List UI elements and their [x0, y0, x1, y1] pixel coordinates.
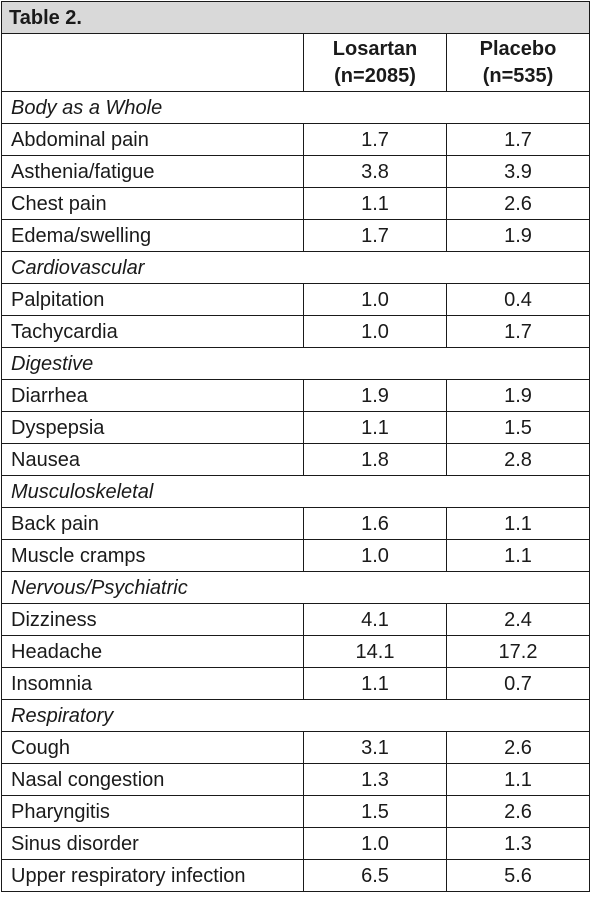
row-label: Sinus disorder [2, 828, 304, 860]
category-label: Musculoskeletal [2, 476, 590, 508]
category-label: Nervous/Psychiatric [2, 572, 590, 604]
placebo-value: 1.9 [447, 380, 590, 412]
table-row [2, 412, 590, 444]
placebo-value: 1.7 [447, 124, 590, 156]
row-label: Headache [2, 636, 304, 668]
placebo-value: 1.1 [447, 540, 590, 572]
losartan-value: 3.1 [304, 732, 447, 764]
table-row [2, 220, 590, 252]
table-row [2, 668, 590, 700]
table-body [2, 92, 590, 892]
row-label: Palpitation [2, 284, 304, 316]
placebo-value: 0.7 [447, 668, 590, 700]
row-label: Asthenia/fatigue [2, 156, 304, 188]
losartan-value: 1.0 [304, 316, 447, 348]
row-label: Nausea [2, 444, 304, 476]
row-label: Abdominal pain [2, 124, 304, 156]
category-row [2, 700, 590, 732]
table-row [2, 156, 590, 188]
category-row [2, 476, 590, 508]
table-title: Table 2. [2, 2, 590, 34]
row-label: Edema/swelling [2, 220, 304, 252]
losartan-value: 1.8 [304, 444, 447, 476]
losartan-value: 1.5 [304, 796, 447, 828]
category-row [2, 348, 590, 380]
category-row [2, 252, 590, 284]
empty-header-cell [2, 34, 304, 92]
losartan-value: 3.8 [304, 156, 447, 188]
losartan-value: 1.1 [304, 668, 447, 700]
placebo-value: 1.1 [447, 508, 590, 540]
placebo-value: 1.7 [447, 316, 590, 348]
table-row [2, 124, 590, 156]
placebo-value: 1.1 [447, 764, 590, 796]
table-row [2, 188, 590, 220]
row-label: Nasal congestion [2, 764, 304, 796]
losartan-value: 1.3 [304, 764, 447, 796]
row-label: Chest pain [2, 188, 304, 220]
losartan-value: 14.1 [304, 636, 447, 668]
losartan-value: 1.7 [304, 124, 447, 156]
category-label: Body as a Whole [2, 92, 590, 124]
header-losartan-name: Losartan [332, 37, 418, 60]
header-placebo-name: Placebo [479, 37, 557, 60]
table-row [2, 828, 590, 860]
table-row [2, 444, 590, 476]
row-label: Dizziness [2, 604, 304, 636]
adverse-events-table [1, 1, 590, 892]
table-row [2, 636, 590, 668]
category-row [2, 92, 590, 124]
header-placebo-n: (n=535) [482, 64, 554, 87]
placebo-value: 1.9 [447, 220, 590, 252]
losartan-value: 4.1 [304, 604, 447, 636]
header-losartan-n: (n=2085) [334, 64, 416, 87]
category-label: Respiratory [2, 700, 590, 732]
table-row [2, 380, 590, 412]
placebo-value: 1.5 [447, 412, 590, 444]
placebo-value: 0.4 [447, 284, 590, 316]
losartan-value: 1.1 [304, 188, 447, 220]
placebo-value: 1.3 [447, 828, 590, 860]
losartan-value: 1.6 [304, 508, 447, 540]
placebo-value: 2.4 [447, 604, 590, 636]
placebo-value: 17.2 [447, 636, 590, 668]
losartan-value: 1.7 [304, 220, 447, 252]
row-label: Cough [2, 732, 304, 764]
table-row [2, 540, 590, 572]
table-row [2, 796, 590, 828]
row-label: Upper respiratory infection [2, 860, 304, 892]
losartan-value: 1.0 [304, 284, 447, 316]
header-placebo [447, 34, 590, 92]
losartan-value: 6.5 [304, 860, 447, 892]
losartan-value: 1.0 [304, 828, 447, 860]
category-label: Digestive [2, 348, 590, 380]
row-label: Pharyngitis [2, 796, 304, 828]
category-label: Cardiovascular [2, 252, 590, 284]
column-header-row [2, 34, 590, 92]
losartan-value: 1.9 [304, 380, 447, 412]
table-row [2, 316, 590, 348]
table-row [2, 508, 590, 540]
category-row [2, 572, 590, 604]
table-row [2, 860, 590, 892]
placebo-value: 5.6 [447, 860, 590, 892]
table-row [2, 284, 590, 316]
row-label: Dyspepsia [2, 412, 304, 444]
placebo-value: 2.6 [447, 796, 590, 828]
losartan-value: 1.0 [304, 540, 447, 572]
row-label: Insomnia [2, 668, 304, 700]
placebo-value: 2.8 [447, 444, 590, 476]
table-row [2, 604, 590, 636]
placebo-value: 2.6 [447, 188, 590, 220]
header-losartan [304, 34, 447, 92]
table-title-row [2, 2, 590, 34]
table-row [2, 764, 590, 796]
losartan-value: 1.1 [304, 412, 447, 444]
placebo-value: 2.6 [447, 732, 590, 764]
row-label: Diarrhea [2, 380, 304, 412]
row-label: Muscle cramps [2, 540, 304, 572]
row-label: Tachycardia [2, 316, 304, 348]
placebo-value: 3.9 [447, 156, 590, 188]
table-row [2, 732, 590, 764]
row-label: Back pain [2, 508, 304, 540]
